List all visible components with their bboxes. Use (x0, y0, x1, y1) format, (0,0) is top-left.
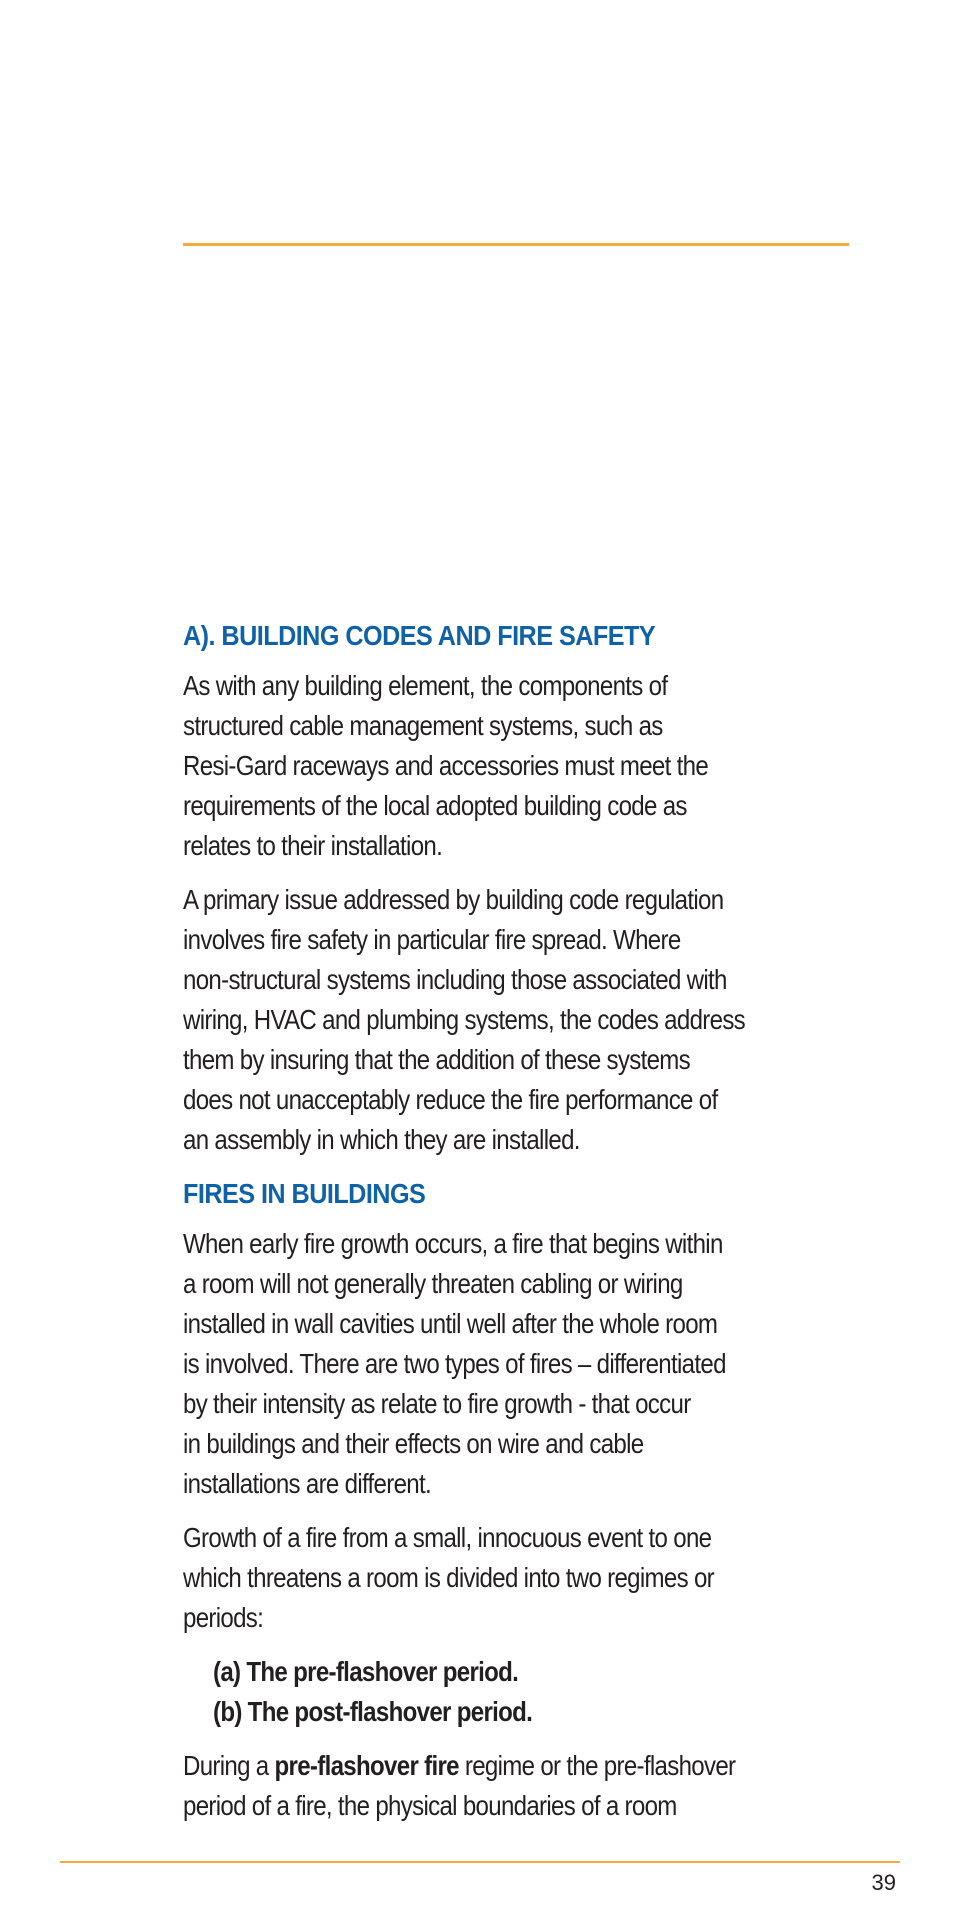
paragraph-text: regime or the pre-flashover period of a fire, the physical boundaries of a room (183, 1750, 736, 1821)
page-number: 39 (871, 1870, 896, 1895)
paragraph-early-fire-growth: When early fire growth occurs, a fire that begins within a room will not generally threaten cabling or wiring installed in wall cavities until well after the whole room is involved. There are two types of fires – differentiated by their intensity as relate to fire growth - that occur in buildings and their effects on wire and cable installations are different. (183, 1228, 726, 1499)
list-item: (b) The post-flashover period. (213, 1696, 533, 1727)
document-body (183, 616, 863, 1840)
section-heading-fires-in-buildings: FIRES IN BUILDINGS (183, 1178, 426, 1209)
footer-divider (60, 1861, 900, 1863)
bold-term: pre-flashover fire (274, 1750, 459, 1781)
top-divider (183, 243, 849, 246)
paragraph-building-element: As with any building element, the components of structured cable management systems, such as Resi-Gard raceways and accessories must meet the requirements of the local adopted building code as relates to their installation. (183, 670, 709, 861)
section-heading-building-codes: A). BUILDING CODES AND FIRE SAFETY (183, 620, 656, 651)
periods-list (183, 1652, 863, 1732)
list-item: (a) The pre-flashover period. (213, 1656, 519, 1687)
paragraph-growth-of-fire: Growth of a fire from a small, innocuous event to one which threatens a room is divided into two regimes or periods: (183, 1522, 715, 1633)
paragraph-pre-flashover (183, 1746, 862, 1826)
paragraph-text: During a (183, 1750, 275, 1781)
paragraph-primary-issue: A primary issue addressed by building code regulation involves fire safety in particular fire spread. Where non-structural systems including those associated with wiring, HVAC and plumbing systems, the codes address them by insuring that the addition of these systems does not unacceptably reduce the fire performance of an assembly in which they are installed. (183, 884, 746, 1155)
